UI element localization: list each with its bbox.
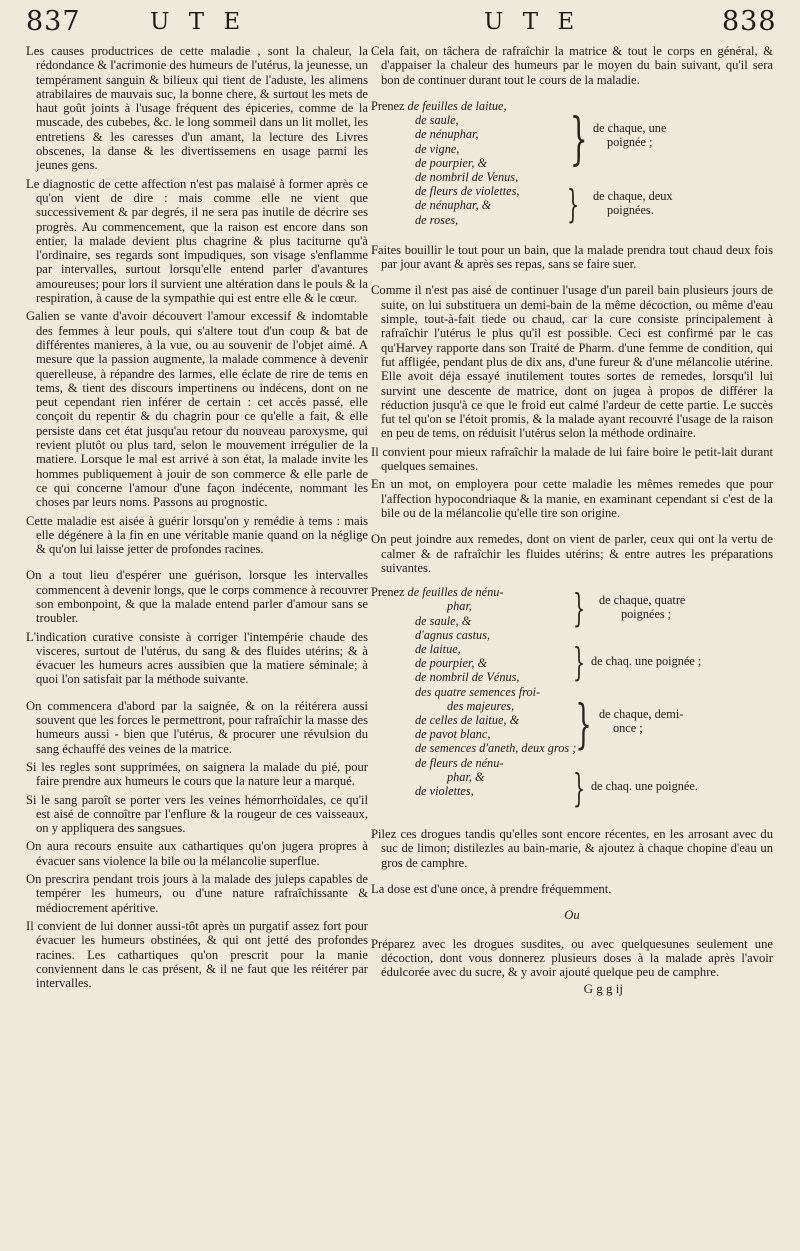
recipe-line: de nénuphar, &: [415, 198, 492, 213]
alternative-marker: Ou: [564, 908, 580, 923]
dose-label: de chaque, quatre poignées ;: [599, 593, 686, 622]
recipe-line: Prenez de feuilles de laitue,: [371, 98, 507, 113]
recipe-line: de pavot blanc,: [415, 727, 491, 742]
recipe-line: Prenez de feuilles de nénu-: [371, 585, 504, 600]
paragraph: Les causes productrices de cette maladie , sont la chaleur, la rédondance & l'acrimonie des humeurs de l'utérus, la jeunesse, un tempérament sanguin & bilieux qui tient de l'aduste, les alimens atrabilaires de mauvais suc, la bonne chere, & surtout les mets de haut goût joints à l'usage fréquent des épiceries, comme de la muscade, des cubebes, &c. le long sommeil dans un lit mollet, les entretiens & les caresses d'un amant, la lecture des Livres obscenes, la danse & les divertissemens en usage parmi les jeunes gens.: [26, 44, 368, 173]
dose-label: de chaq. une poignée.: [591, 779, 698, 794]
dose-label: de chaque, demi- once ;: [599, 707, 684, 736]
paragraph: En un mot, on employera pour cette maladie les mêmes remedes que pour l'affection hypocondriaque & la manie, en examinant cependant si c'est de la bile ou de la mélancolie qu'elle tire son origine.: [371, 477, 773, 520]
paragraph: Galien se vante d'avoir découvert l'amour excessif & indomtable des femmes à leur pouls, qui s'altere tout d'un coup & bat de différentes manieres, à la vue, ou au souvenir de l'objet aimé. A mesure que la passion augmente, la malade commence à devenir querelleuse, à répandre des larmes, elle éclate de rire de tems en tems, & tient des discours impertinens ou indécens, dont on ne peut cependant rien inférer de certain : cet accès passé, elle conçoit du repentir & du chagrin pour ce qu'elle a fait, & elle persiste dans cet état jusqu'au retour du nouveau paroxysme, qui revient plutôt ou plus tard, selon le mouvement irrégulier de la matiere. Lorsque le mal est arrivé à son état, la malade invite les hommes publiquement à jouir de son commerce & elle parle de ce qui concerne l'amour d'une façon indécente, nommant les choses par leurs noms. Passons au prognostic.: [26, 309, 368, 510]
recipe-line: de semences d'aneth, deux gros ;: [415, 741, 577, 756]
paragraph: Cela fait, on tâchera de rafraîchir la matrice & tout le corps en général, & d'appaiser la chaleur des humeurs par le moyen du bain suivant, qu'il sera bon de continuer durant tout le cours de la maladie.: [371, 44, 773, 87]
paragraph: La dose est d'une once, à prendre fréquemment.: [371, 882, 612, 897]
dose-label: de chaque, deux poignées.: [593, 188, 673, 217]
paragraph: Comme il n'est pas aisé de continuer l'usage d'un pareil bain plusieurs jours de suite, on lui substituera un demi-bain de la même décoction, ou même d'eau simple, tout-à-fait tiede ou chaud, car la cure consiste principalement à rafraîchir l'utérus le plus qu'il est possible. Ceci est confirmé par le cas qu'Harvey rapporte dans son Traité de Pharm. d'une femme de condition, qui fut affligée, pendant plus de dix ans, d'une fureur & d'une mélancolie utérine. Elle avoit déja essayé inutilement toutes sortes de remedes, lorsqu'il lui survint une descente de matrice, dont on jugea à propos de différer la réduction jusqu'à ce que le froid eut calmé l'ardeur de cette partie. Le succès fut tel qu'on se l'étoit promis, & la malade ayant recouvré l'usage de la raison en peu de tems, on réduisit l'utérus selon la méthode ordinaire.: [371, 283, 773, 441]
recipe-line: de pourpier, &: [415, 656, 488, 671]
recipe-line: de pourpier, &: [415, 155, 488, 170]
brace-icon: }: [575, 695, 592, 756]
paragraph: Faites bouillir le tout pour un bain, que la malade prendra tout chaud deux fois par jour avant & après ses repas, sans se faire suer.: [371, 242, 773, 272]
recipe-line: des quatre semences froi-: [415, 684, 541, 699]
recipe-line: d'agnus castus,: [415, 627, 491, 642]
paragraph: Si le sang paroît se porter vers les veines hémorrhoïdales, ce qu'il est aisé de connoître par l'enflure & la rougeur de ces vaisseaux, on y appliquera des sangsues.: [26, 792, 368, 836]
running-head-left: U T E: [150, 9, 247, 35]
recipe-line: de fleurs de violettes,: [415, 184, 520, 199]
recipe-line: phar,: [447, 599, 472, 614]
recipe-line: de vigne,: [415, 141, 460, 156]
brace-icon: }: [567, 181, 580, 226]
page-number-right: 838: [722, 6, 777, 37]
paragraph: Pilez ces drogues tandis qu'elles sont encore récentes, en les arrosant avec du suc de limon; distilezles au bain-marie, & ajoutez à chaque chopine d'eau un gros de camphre.: [371, 827, 773, 870]
signature-mark: G g g ij: [583, 980, 623, 996]
recipe-line: de nombril de Venus,: [415, 169, 519, 184]
paragraph: Préparez avec les drogues susdites, ou avec quelquesunes seulement une décoction, dont vous donnerez plusieurs doses à la malade après l'avoir édulcorée avec du sucre, & y avoir ajouté quelque peu de camphre.: [371, 936, 773, 980]
recipe-bath: [371, 99, 773, 231]
paragraph: Il convient de lui donner aussi-tôt après un purgatif assez fort pour évacuer les humeurs obstinées, & qui ont jetté des profondes racines. Les cathartiques qu'on prescrit pour la manie conviennent dans le cas présent, & il ne faut que les réitérer par intervalles.: [26, 918, 368, 991]
brace-icon: }: [573, 640, 586, 685]
running-head-right: U T E: [484, 9, 581, 35]
paragraph: L'indication curative consiste à corriger l'intempérie chaude des visceres, surtout de l'utérus, du sang & des fluides utérins; & à évacuer les humeurs acres aussibien que la matiere séminale; à quoi l'on satisfait par la méthode suivante.: [26, 629, 368, 687]
dose-label: de chaq. une poignée ;: [591, 654, 702, 669]
right-column: [371, 44, 773, 1233]
recipe-line: phar, &: [447, 769, 485, 784]
recipe-line: de fleurs de nénu-: [415, 755, 504, 770]
paragraph: On commencera d'abord par la saignée, & on la réitérera aussi souvent que les forces le permettront, pour rafraîchir la masse des humeurs aussi - bien que l'utérus, & procurer une révulsion du sang échauffé des veines de la matrice.: [26, 698, 368, 756]
left-column: [26, 44, 368, 1233]
page-number-left: 837: [26, 6, 81, 37]
recipe-line: de celles de laitue, &: [415, 712, 520, 727]
recipe-line: de violettes,: [415, 783, 474, 798]
paragraph: Si les regles sont supprimées, on saignera la malade du pié, pour faire prendre aux humeurs le cours que la nature leur a marqué.: [26, 759, 368, 789]
dose-label: de chaque, une poignée ;: [593, 120, 667, 149]
paragraph: On prescrira pendant trois jours à la malade des juleps capables de tempérer les humeurs, ou d'une nature rafraîchissante & médiocrement apéritive.: [26, 872, 368, 915]
recipe-line: de nénuphar,: [415, 127, 479, 142]
recipe-preparation: [371, 585, 773, 815]
paragraph: Il convient pour mieux rafraîchir la malade de lui faire boire le petit-lait durant quelques semaines.: [371, 444, 773, 474]
paragraph: Cette maladie est aisée à guérir lorsqu'on y remédie à tems : mais elle dégénere à la fin en une véritable manie quand on la néglige & qu'on lui laisse jetter de profondes racines.: [26, 513, 368, 557]
paragraph: On peut joindre aux remedes, dont on vient de parler, ceux qui ont la vertu de calmer & de rafraîchir les fluides utérins; & entre autres les préparations suivantes.: [371, 532, 773, 575]
recipe-line: des majeures,: [447, 698, 515, 713]
paragraph: On aura recours ensuite aux cathartiques qu'on jugera propres à évacuer sans violence la bile ou la mélancolie superflue.: [26, 839, 368, 868]
recipe-line: de saule,: [415, 113, 459, 128]
paragraph: Le diagnostic de cette affection n'est pas malaisé à former après ce qu'on vient de dire : mais comme elle ne vient que successivement & par degrés, il ne sera pas inutile de décrire ses progrès. Au commencement, que la raison est encore dans son entier, la malade devient plus chagrine & plus taciturne qu'à l'ordinaire, ses regards sont impudiques, son visage s'enflamme par intervalles, surtout lorsqu'elle entend parler d'avantures amoureuses; pour lors il survient une altération dans le pouls & la respiration, à cause de la sympathie qui est entre elle & le cœur.: [26, 176, 368, 306]
paragraph: On a tout lieu d'espérer une guérison, lorsque les intervalles commencent à devenir longs, que le corps commence à recouvrer son embonpoint, & que la malade entend parler d'amour sans se troubler.: [26, 568, 368, 626]
recipe-line: de laitue,: [415, 641, 461, 656]
brace-icon: }: [573, 766, 586, 811]
brace-icon: }: [573, 586, 586, 631]
recipe-line: de nombril de Vénus,: [415, 670, 520, 685]
recipe-line: de saule, &: [415, 613, 472, 628]
brace-icon: }: [569, 106, 588, 172]
recipe-line: de roses,: [415, 212, 459, 227]
